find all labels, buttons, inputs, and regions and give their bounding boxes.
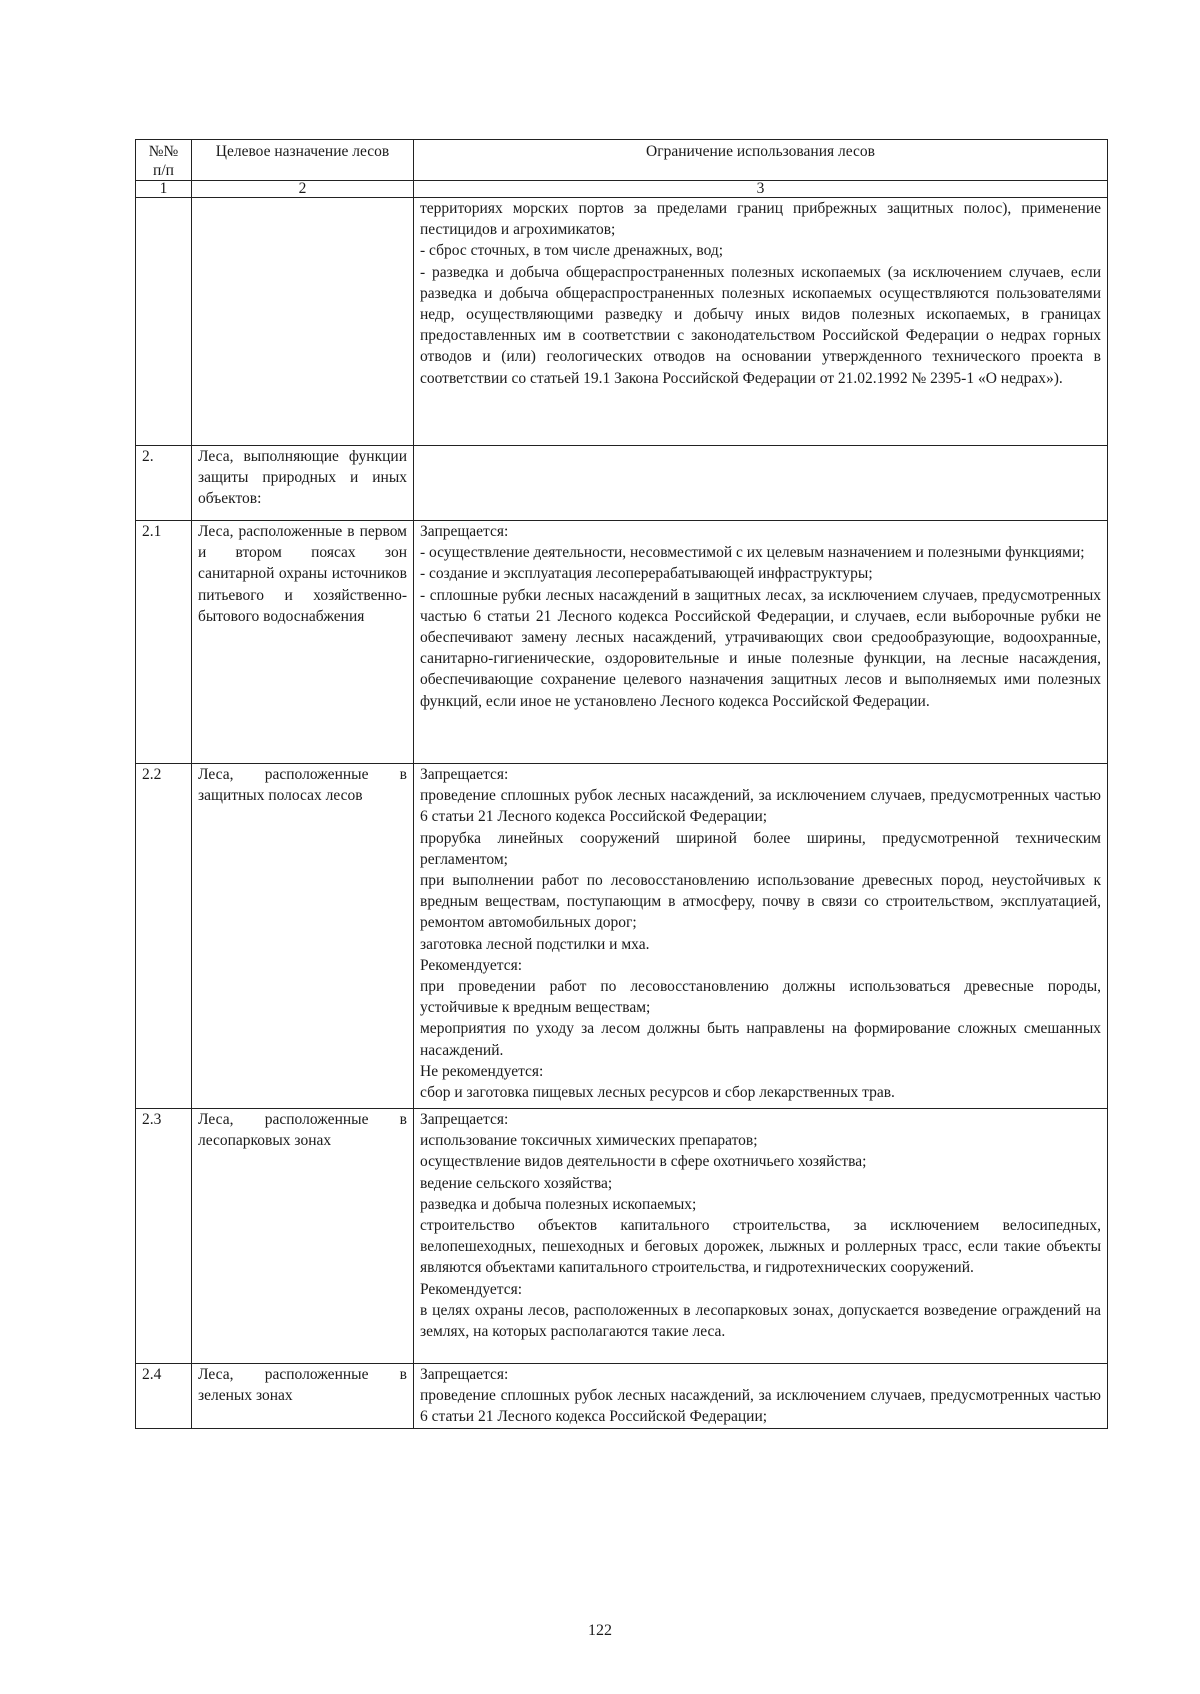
restriction-line: Запрещается: [420, 766, 509, 783]
row-number: 2.4 [136, 1364, 192, 1429]
table-row [136, 764, 1108, 1109]
restriction-line: Рекомендуется: [420, 1280, 523, 1298]
restriction-line: в целях охраны лесов, расположенных в лесопарковых зонах, допускается возведение ограждений на землях, на которых располагаются такие леса. [420, 1301, 1101, 1341]
column-number-2: 2 [192, 181, 414, 198]
restriction-line: проведение сплошных рубок лесных насаждений, за исключением случаев, предусмотренных частью 6 статьи 21 Лесного кодекса Российской Федерации; [420, 1387, 1101, 1426]
restriction-line: проведение сплошных рубок лесных насаждений, за исключением случаев, предусмотренных частью 6 статьи 21 Лесного кодекса Российской Федерации; [420, 787, 1101, 826]
restriction-line: заготовка лесной подстилки и мха. [420, 935, 650, 953]
table-row [136, 521, 1108, 764]
row-number: 2.1 [136, 521, 192, 764]
restriction-line: территориях морских портов за пределами границ прибрежных защитных полос), применение пестицидов и агрохимикатов; [420, 200, 1101, 239]
restriction-line: ведение сельского хозяйства; [420, 1174, 613, 1192]
column-numbers-row [136, 181, 1108, 198]
header-purpose: Целевое назначение лесов [192, 140, 414, 181]
row-restrictions [414, 764, 1108, 1109]
restriction-line: Запрещается: [420, 1111, 509, 1128]
row-restrictions [414, 446, 1108, 521]
row-purpose: Леса, расположенные в первом и втором поясах зон санитарной охраны источников питьевого и хозяйственно-бытового водоснабжения [192, 521, 414, 764]
column-number-3: 3 [414, 181, 1108, 198]
restriction-line: использование токсичных химических препаратов; [420, 1132, 758, 1150]
restriction-line: строительство объектов капитального строительства, за исключением велосипедных, велопешеходных, пешеходных и беговых дорожек, лыжных и роллерных трасс, если такие объекты являются объектами капитального строительства, и гидротехнических сооружений. [420, 1217, 1101, 1277]
row-purpose [192, 198, 414, 446]
restrictions-table [135, 139, 1108, 1429]
restriction-line: - осуществление деятельности, несовместимой с их целевым назначением и полезными функциями; [420, 544, 1085, 562]
restriction-line: прорубка линейных сооружений шириной более ширины, предусмотренной техническим регламентом; [420, 829, 1101, 868]
header-number: №№ п/п [136, 140, 192, 181]
restriction-line: при выполнении работ по лесовосстановлению использование древесных пород, неустойчивых к вредным веществам, поступающим в атмосферу, почву в связи со строительством, эксплуатацией, ремонтом автомобильных дорог; [420, 872, 1101, 932]
table-header-row [136, 140, 1108, 181]
row-purpose: Леса, расположенные в лесопарковых зонах [192, 1109, 414, 1364]
row-purpose: Леса, выполняющие функции защиты природных и иных объектов: [192, 446, 414, 521]
restriction-line: - сброс сточных, в том числе дренажных, вод; [420, 242, 724, 260]
restriction-line: при проведении работ по лесовосстановлению должны использоваться древесные породы, устойчивые к вредным веществам; [420, 978, 1101, 1017]
header-restriction: Ограничение использования лесов [414, 140, 1108, 181]
restriction-line: - создание и эксплуатация лесоперерабатывающей инфраструктуры; [420, 565, 873, 583]
table-body [136, 198, 1108, 1429]
restriction-line: Запрещается: [420, 523, 509, 540]
row-purpose: Леса, расположенные в защитных полосах лесов [192, 764, 414, 1109]
restriction-line: Не рекомендуется: [420, 1062, 544, 1080]
restriction-line: осуществление видов деятельности в сфере охотничьего хозяйства; [420, 1153, 867, 1171]
row-restrictions [414, 1109, 1108, 1364]
restriction-line: - сплошные рубки лесных насаждений в защитных лесах, за исключением случаев, предусмотренных частью 6 статьи 21 Лесного кодекса Российской Федерации, и случаев, если выборочные рубки не обеспечивают замену лесных насаждений, утрачивающих свои средообразующие, водоохранные, санитарно-гигиенические, оздоровительные и иные полезные функции, на лесные насаждения, обеспечивающие сохранение целевого назначения защитных лесов и выполняемых ими полезных функций, если иное не установлено Лесного кодекса Российской Федерации. [420, 586, 1101, 710]
column-number-1: 1 [136, 181, 192, 198]
row-number [136, 198, 192, 446]
table-row [136, 1109, 1108, 1364]
row-purpose: Леса, расположенные в зеленых зонах [192, 1364, 414, 1429]
restriction-line: сбор и заготовка пищевых лесных ресурсов и сбор лекарственных трав. [420, 1084, 895, 1102]
table-row [136, 1364, 1108, 1429]
row-number: 2. [136, 446, 192, 521]
table-row [136, 446, 1108, 521]
row-restrictions [414, 198, 1108, 446]
row-number: 2.2 [136, 764, 192, 1109]
row-restrictions [414, 521, 1108, 764]
row-restrictions [414, 1364, 1108, 1429]
row-number: 2.3 [136, 1109, 192, 1364]
restriction-line: Запрещается: [420, 1366, 509, 1383]
table-row [136, 198, 1108, 446]
restriction-line: Рекомендуется: [420, 956, 523, 974]
restriction-line: - разведка и добыча общераспространенных полезных ископаемых (за исключением случаев, если разведка и добыча общераспространенных полезных ископаемых осуществляются пользователями недр, осуществляющими разведку и добычу иных видов полезных ископаемых, в границах предоставленных им в соответствии с законодательством Российской Федерации о недрах горных отводов и (или) геологических отводов на основании утвержденного технического проекта в соответствии со статьей 19.1 Закона Российской Федерации от 21.02.1992 № 2395-1 «О недрах»). [420, 263, 1101, 387]
restriction-line: мероприятия по уходу за лесом должны быть направлены на формирование сложных смешанных насаждений. [420, 1020, 1101, 1059]
restriction-line: разведка и добыча полезных ископаемых; [420, 1195, 697, 1213]
page-number: 122 [588, 1622, 612, 1639]
